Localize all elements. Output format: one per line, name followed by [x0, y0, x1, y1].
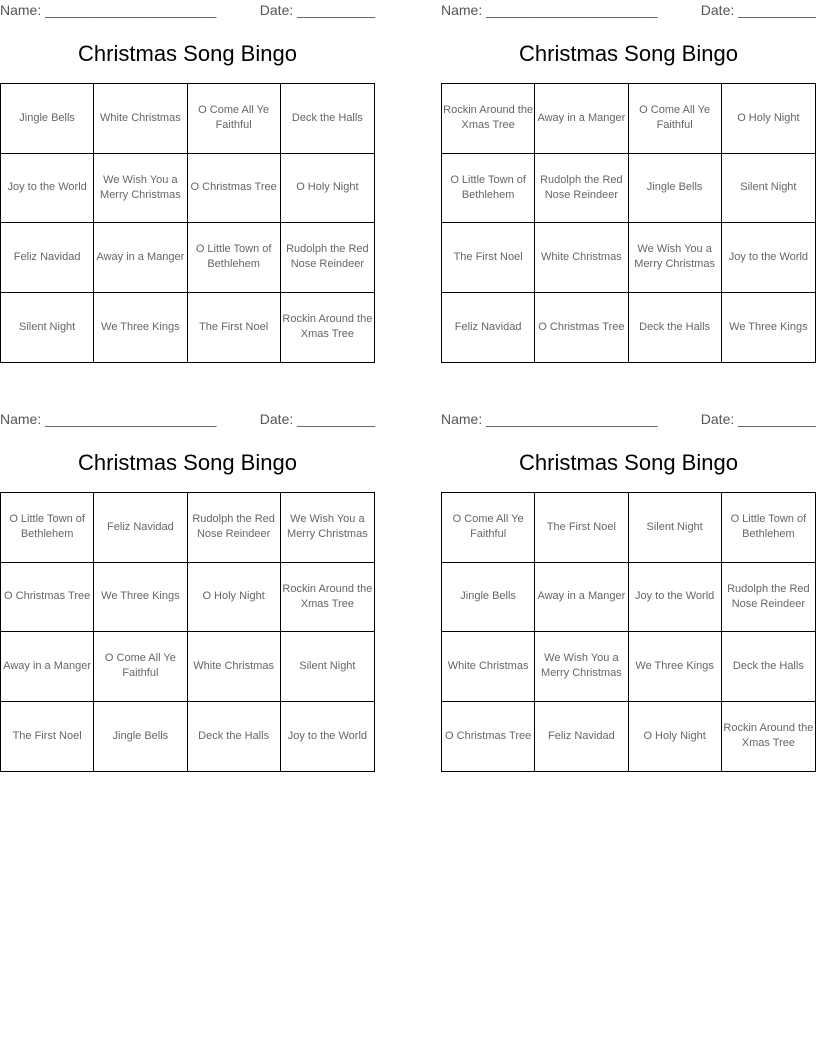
bingo-cell: O Holy Night: [281, 154, 374, 224]
bingo-cell: Joy to the World: [287, 729, 368, 742]
bingo-cell: We Three Kings: [729, 320, 808, 333]
bingo-grid: [441, 492, 816, 772]
bingo-cell: Deck the Halls: [188, 702, 281, 772]
bingo-grid: [0, 492, 375, 772]
bingo-cell: We Wish You a Merry Christmas: [629, 223, 722, 293]
bingo-card: [0, 409, 375, 774]
name-date-row: [441, 0, 816, 20]
name-field-label: Name: ______________________: [441, 2, 658, 18]
bingo-cell: O Come All Ye Faithful: [442, 493, 535, 563]
name-date-row: [0, 409, 375, 429]
bingo-cell: O Come All Ye Faithful: [188, 84, 281, 154]
bingo-cell: O Little Town of Bethlehem: [442, 154, 535, 224]
bingo-cell: Joy to the World: [722, 223, 815, 293]
bingo-card: [441, 0, 816, 365]
bingo-cell: O Come All Ye Faithful: [94, 632, 187, 702]
date-field-label: Date: __________: [700, 2, 816, 18]
bingo-cell: Joy to the World: [1, 154, 94, 224]
bingo-cell: Silent Night: [281, 632, 374, 702]
bingo-cell: O Holy Night: [722, 84, 815, 154]
bingo-cell: Away in a Manger: [94, 223, 187, 293]
bingo-cell: Feliz Navidad: [1, 223, 94, 293]
bingo-cell: Rudolph the Red Nose Reindeer: [535, 154, 628, 224]
bingo-cell: We Wish You a Merry Christmas: [94, 154, 187, 224]
bingo-cell: O Little Town of Bethlehem: [1, 493, 94, 563]
bingo-cell: Feliz Navidad: [535, 702, 628, 772]
bingo-cell: Jingle Bells: [442, 563, 535, 633]
name-date-row: [441, 409, 816, 429]
bingo-cell: Jingle Bells: [629, 154, 722, 224]
bingo-cell: We Wish You a Merry Christmas: [281, 493, 374, 563]
bingo-cell: Feliz Navidad: [94, 493, 187, 563]
bingo-cell: Jingle Bells: [1, 84, 94, 154]
bingo-card: [0, 0, 375, 365]
bingo-cell: Rudolph the Red Nose Reindeer: [281, 223, 374, 293]
date-field-label: Date: __________: [259, 411, 375, 427]
bingo-cell: The First Noel: [535, 493, 628, 563]
bingo-cell: White Christmas: [94, 84, 187, 154]
card-title: Christmas Song Bingo: [78, 41, 297, 66]
card-title: Christmas Song Bingo: [519, 41, 738, 66]
bingo-cell: Rockin Around the Xmas Tree: [442, 84, 535, 154]
bingo-cell: O Holy Night: [629, 702, 722, 772]
bingo-cell: O Holy Night: [188, 563, 281, 633]
bingo-cell: We Three Kings: [94, 563, 187, 633]
bingo-cell: We Three Kings: [94, 293, 187, 363]
bingo-card: [441, 409, 816, 774]
bingo-cell: Feliz Navidad: [442, 293, 535, 363]
bingo-cell: Away in a Manger: [1, 632, 94, 702]
name-field-label: Name: ______________________: [0, 2, 217, 18]
bingo-cell: Rockin Around the Xmas Tree: [282, 313, 373, 341]
bingo-cell: Silent Night: [722, 154, 815, 224]
date-field-label: Date: __________: [700, 411, 816, 427]
bingo-cell: Rockin Around the Xmas Tree: [281, 563, 374, 633]
bingo-cell: White Christmas: [188, 632, 281, 702]
bingo-cell: We Three Kings: [629, 632, 722, 702]
bingo-cell: We Wish You a Merry Christmas: [535, 632, 628, 702]
bingo-grid: [0, 83, 375, 363]
name-field-label: Name: ______________________: [441, 411, 658, 427]
bingo-cell: White Christmas: [535, 223, 628, 293]
bingo-cell: O Come All Ye Faithful: [629, 84, 722, 154]
bingo-cell: O Christmas Tree: [535, 293, 628, 363]
bingo-cell: Silent Night: [629, 493, 722, 563]
bingo-cell: Away in a Manger: [535, 84, 628, 154]
bingo-cell: Deck the Halls: [281, 84, 374, 154]
date-field-label: Date: __________: [259, 2, 375, 18]
bingo-cell: Deck the Halls: [629, 293, 722, 363]
bingo-cell: O Christmas Tree: [442, 702, 535, 772]
name-date-row: [0, 0, 375, 20]
card-title: Christmas Song Bingo: [519, 450, 738, 475]
bingo-grid: [441, 83, 816, 363]
bingo-cell: Rudolph the Red Nose Reindeer: [722, 563, 815, 633]
bingo-cell: Joy to the World: [629, 563, 722, 633]
bingo-cell: Rudolph the Red Nose Reindeer: [188, 493, 281, 563]
bingo-cell: O Christmas Tree: [188, 154, 281, 224]
bingo-cell: The First Noel: [188, 293, 281, 363]
bingo-cell: O Little Town of Bethlehem: [188, 223, 281, 293]
name-field-label: Name: ______________________: [0, 411, 217, 427]
bingo-cell: Deck the Halls: [722, 632, 815, 702]
bingo-cell: Silent Night: [1, 293, 94, 363]
bingo-cell: The First Noel: [1, 702, 94, 772]
bingo-cell: Rockin Around the Xmas Tree: [723, 722, 814, 750]
bingo-cell: Away in a Manger: [535, 563, 628, 633]
bingo-cell: The First Noel: [442, 223, 535, 293]
bingo-cell: Jingle Bells: [94, 702, 187, 772]
card-title: Christmas Song Bingo: [78, 450, 297, 475]
bingo-cell: O Christmas Tree: [1, 563, 94, 633]
bingo-cell: White Christmas: [442, 632, 535, 702]
bingo-cell: O Little Town of Bethlehem: [722, 493, 815, 563]
